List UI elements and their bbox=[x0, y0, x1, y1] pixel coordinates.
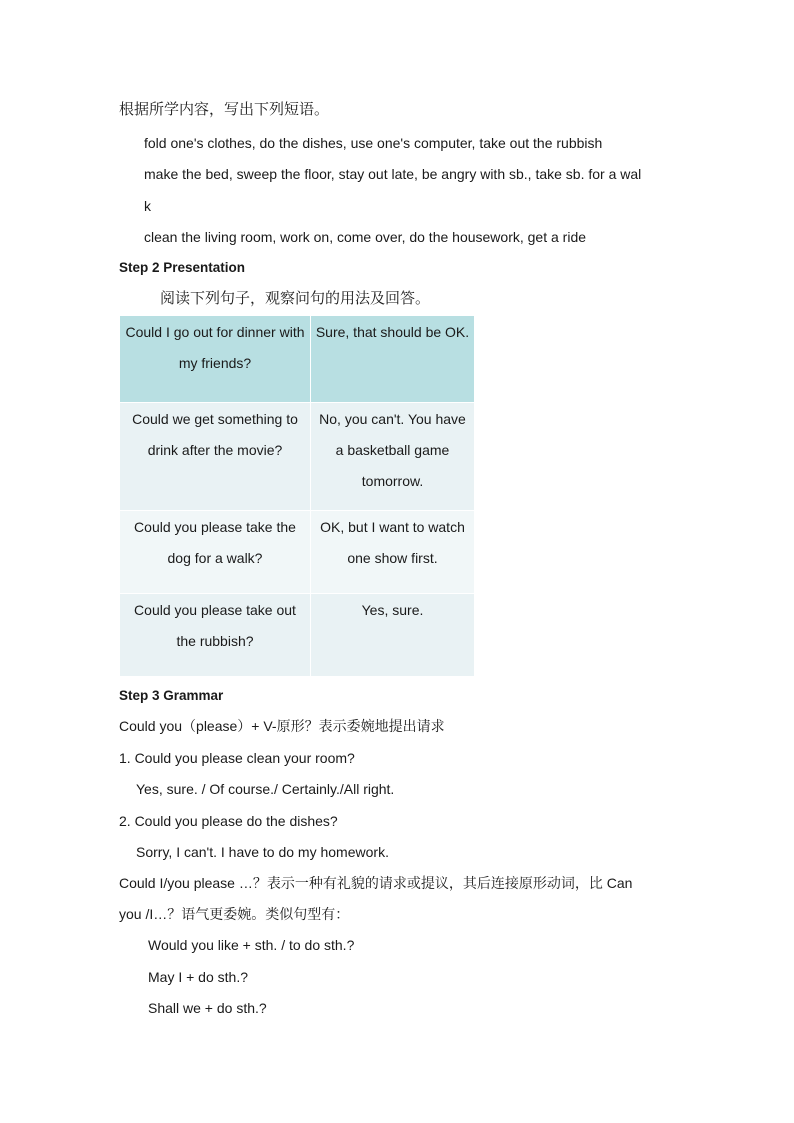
answer-cell bbox=[311, 511, 475, 594]
phrase-line-1: fold one's clothes, do the dishes, use one's computer, take out the rubbish bbox=[144, 135, 603, 151]
answer-text: Sure, that should be OK. bbox=[315, 324, 470, 340]
example-2-question: 2. Could you please do the dishes? bbox=[119, 813, 338, 829]
question-cell bbox=[120, 594, 311, 677]
question-answer-table bbox=[119, 315, 475, 677]
step3-heading: Step 3 Grammar bbox=[119, 688, 224, 703]
answer-text: No, you can't. You have a basketball game tomorrow. bbox=[319, 411, 466, 489]
grammar-rule: Could you（please）+ V-原形？表示委婉地提出请求 bbox=[119, 718, 445, 734]
example-2-answer: Sorry, I can't. I have to do my homework. bbox=[136, 844, 389, 860]
question-cell bbox=[120, 316, 311, 403]
answer-cell bbox=[311, 316, 475, 403]
pattern-2: May I + do sth.? bbox=[148, 969, 248, 985]
example-1-answer: Yes, sure. / Of course./ Certainly./All right. bbox=[136, 781, 395, 797]
example-1-question: 1. Could you please clean your room? bbox=[119, 750, 355, 766]
pattern-1: Would you like + sth. / to do sth.? bbox=[148, 937, 355, 953]
pattern-3: Shall we + do sth.? bbox=[148, 1000, 267, 1016]
answer-cell bbox=[311, 594, 475, 677]
table-row bbox=[120, 316, 475, 403]
grammar-note-line-2: you /I…？语气更委婉。类似句型有： bbox=[119, 906, 350, 922]
phrase-line-2-wrap: k bbox=[144, 198, 151, 214]
grammar-note-line-1: Could I/you please …？表示一种有礼貌的请求或提议，其后连接原形动词，比 Can bbox=[119, 875, 633, 891]
phrase-line-2: make the bed, sweep the floor, stay out late, be angry with sb., take sb. for a wal bbox=[144, 166, 642, 182]
question-text: Could we get something to drink after the movie? bbox=[132, 411, 298, 458]
question-cell bbox=[120, 403, 311, 511]
question-cell bbox=[120, 511, 311, 594]
phrase-line-3: clean the living room, work on, come over, do the housework, get a ride bbox=[144, 229, 587, 245]
step2-instruction: 阅读下列句子，观察问句的用法及回答。 bbox=[160, 290, 431, 307]
answer-cell bbox=[311, 403, 475, 511]
question-text: Could I go out for dinner with my friends? bbox=[125, 324, 305, 371]
question-text: Could you please take out the rubbish? bbox=[134, 602, 296, 649]
intro-instruction: 根据所学内容，写出下列短语。 bbox=[119, 101, 330, 118]
table-row bbox=[120, 594, 475, 677]
question-text: Could you please take the dog for a walk? bbox=[134, 519, 296, 566]
table-row bbox=[120, 511, 475, 594]
answer-text: Yes, sure. bbox=[361, 602, 424, 618]
table-row bbox=[120, 403, 475, 511]
answer-text: OK, but I want to watch one show first. bbox=[320, 519, 465, 566]
step2-heading: Step 2 Presentation bbox=[119, 260, 246, 275]
